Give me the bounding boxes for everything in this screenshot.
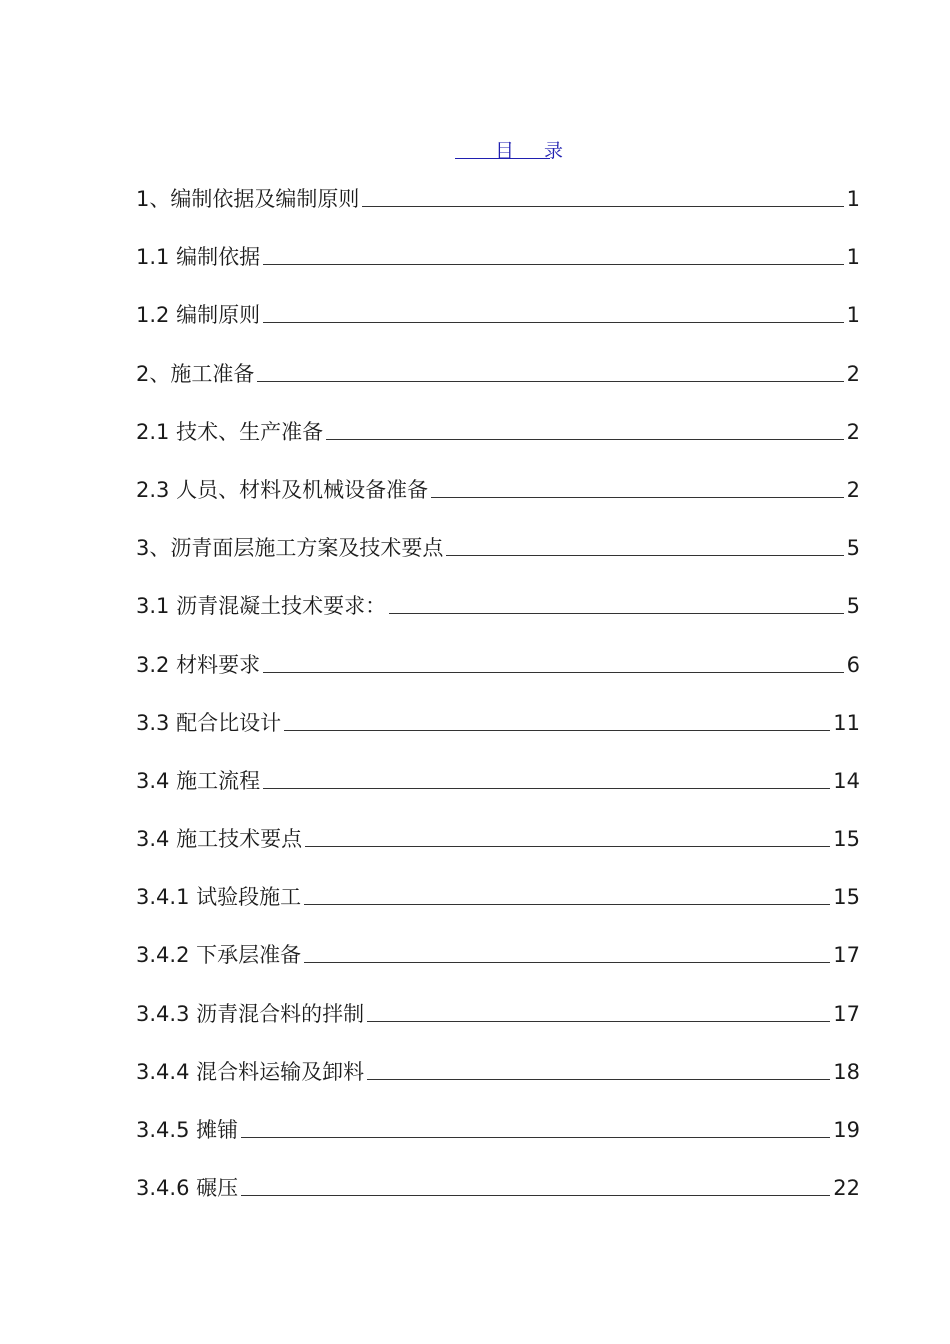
toc-entry[interactable] (136, 1029, 860, 1087)
toc-entry-title: 3.4.6 碾压 (136, 1176, 239, 1201)
toc-leader-line (362, 206, 843, 207)
toc-entry-title: 1.2 编制原则 (136, 303, 261, 328)
toc-leader-line (263, 322, 844, 323)
toc-leader-line (257, 381, 843, 382)
toc-leader-line (367, 1079, 830, 1080)
toc-entry-page: 22 (833, 1176, 860, 1201)
toc-entry-page: 14 (833, 768, 860, 793)
toc-leader-line (326, 439, 844, 440)
toc-entry[interactable] (136, 184, 860, 214)
toc-leader-line (389, 613, 844, 614)
toc-entry-title: 3.4.3 沥青混合料的拌制 (136, 1001, 365, 1026)
toc-entry-page: 17 (833, 1001, 860, 1026)
toc-leader-line (241, 1137, 830, 1138)
toc-entry-title: 3.4.5 摊铺 (136, 1118, 239, 1142)
toc-entry-page: 2 (846, 361, 860, 386)
toc-entry-title: 3.2 材料要求 (136, 652, 261, 677)
toc-entry-page: 1 (846, 245, 860, 270)
toc-entry[interactable] (136, 970, 860, 1028)
toc-entry[interactable] (136, 738, 860, 796)
toc-entry-title: 3.1 沥青混凝土技术要求： (136, 594, 387, 619)
toc-entry-page: 18 (833, 1059, 860, 1084)
toc-entry[interactable] (136, 1145, 860, 1203)
toc-entry-title: 2.1 技术、生产准备 (136, 419, 324, 444)
toc-leader-line (263, 672, 844, 673)
toc-entry-title: 3.3 配合比设计 (136, 710, 282, 735)
toc-entry[interactable] (136, 563, 860, 621)
toc-entry-page: 15 (833, 885, 860, 910)
toc-entry-title: 3.4.4 混合料运输及卸料 (136, 1059, 365, 1084)
toc-entry[interactable] (136, 447, 860, 505)
toc-entry-page: 5 (846, 536, 860, 561)
toc-entry-title: 3.4 施工流程 (136, 768, 261, 793)
toc-leader-line (304, 904, 830, 905)
toc-entry[interactable] (136, 621, 860, 679)
toc-leader-line (304, 962, 830, 963)
toc-entry-title: 1.1 编制依据 (136, 245, 261, 270)
toc-entry[interactable] (136, 330, 860, 388)
toc-entry-title: 2.3 人员、材料及机械设备准备 (136, 477, 429, 502)
toc-entry[interactable] (136, 796, 860, 854)
toc-leader-line (446, 555, 843, 556)
toc-entry-page: 1 (846, 187, 860, 211)
toc-entry-page: 6 (846, 652, 860, 677)
toc-entry[interactable] (136, 680, 860, 738)
toc-entry-title: 2、施工准备 (136, 361, 255, 386)
toc-entry-page: 19 (833, 1118, 860, 1142)
toc-leader-line (367, 1021, 830, 1022)
toc-entry[interactable] (136, 272, 860, 330)
toc-entry-page: 15 (833, 827, 860, 852)
toc-entry[interactable] (136, 505, 860, 563)
toc-entry-page: 17 (833, 943, 860, 968)
toc-leader-line (263, 788, 830, 789)
toc-entry[interactable] (136, 214, 860, 272)
toc-heading (455, 136, 576, 162)
toc-entry-page: 11 (833, 710, 860, 735)
toc-entry-page: 2 (846, 477, 860, 502)
toc-entry-page: 1 (846, 303, 860, 328)
toc-leader-line (431, 497, 844, 498)
toc-entry[interactable] (136, 912, 860, 970)
toc-entry[interactable] (136, 854, 860, 912)
toc-leader-line (241, 1195, 830, 1196)
toc-list (136, 184, 860, 1203)
toc-entry[interactable] (136, 1087, 860, 1145)
toc-entry-title: 3.4.1 试验段施工 (136, 885, 302, 910)
toc-entry-page: 5 (846, 594, 860, 619)
toc-leader-line (284, 730, 830, 731)
toc-leader-line (305, 846, 830, 847)
toc-entry[interactable] (136, 389, 860, 447)
toc-entry-page: 2 (846, 419, 860, 444)
toc-leader-line (263, 264, 844, 265)
toc-entry-title: 3.4 施工技术要点 (136, 827, 303, 852)
toc-heading-text: 目 录 (495, 140, 576, 162)
toc-entry-title: 3、沥青面层施工方案及技术要点 (136, 536, 444, 561)
toc-entry-title: 3.4.2 下承层准备 (136, 943, 302, 968)
toc-entry-title: 1、编制依据及编制原则 (136, 187, 360, 211)
